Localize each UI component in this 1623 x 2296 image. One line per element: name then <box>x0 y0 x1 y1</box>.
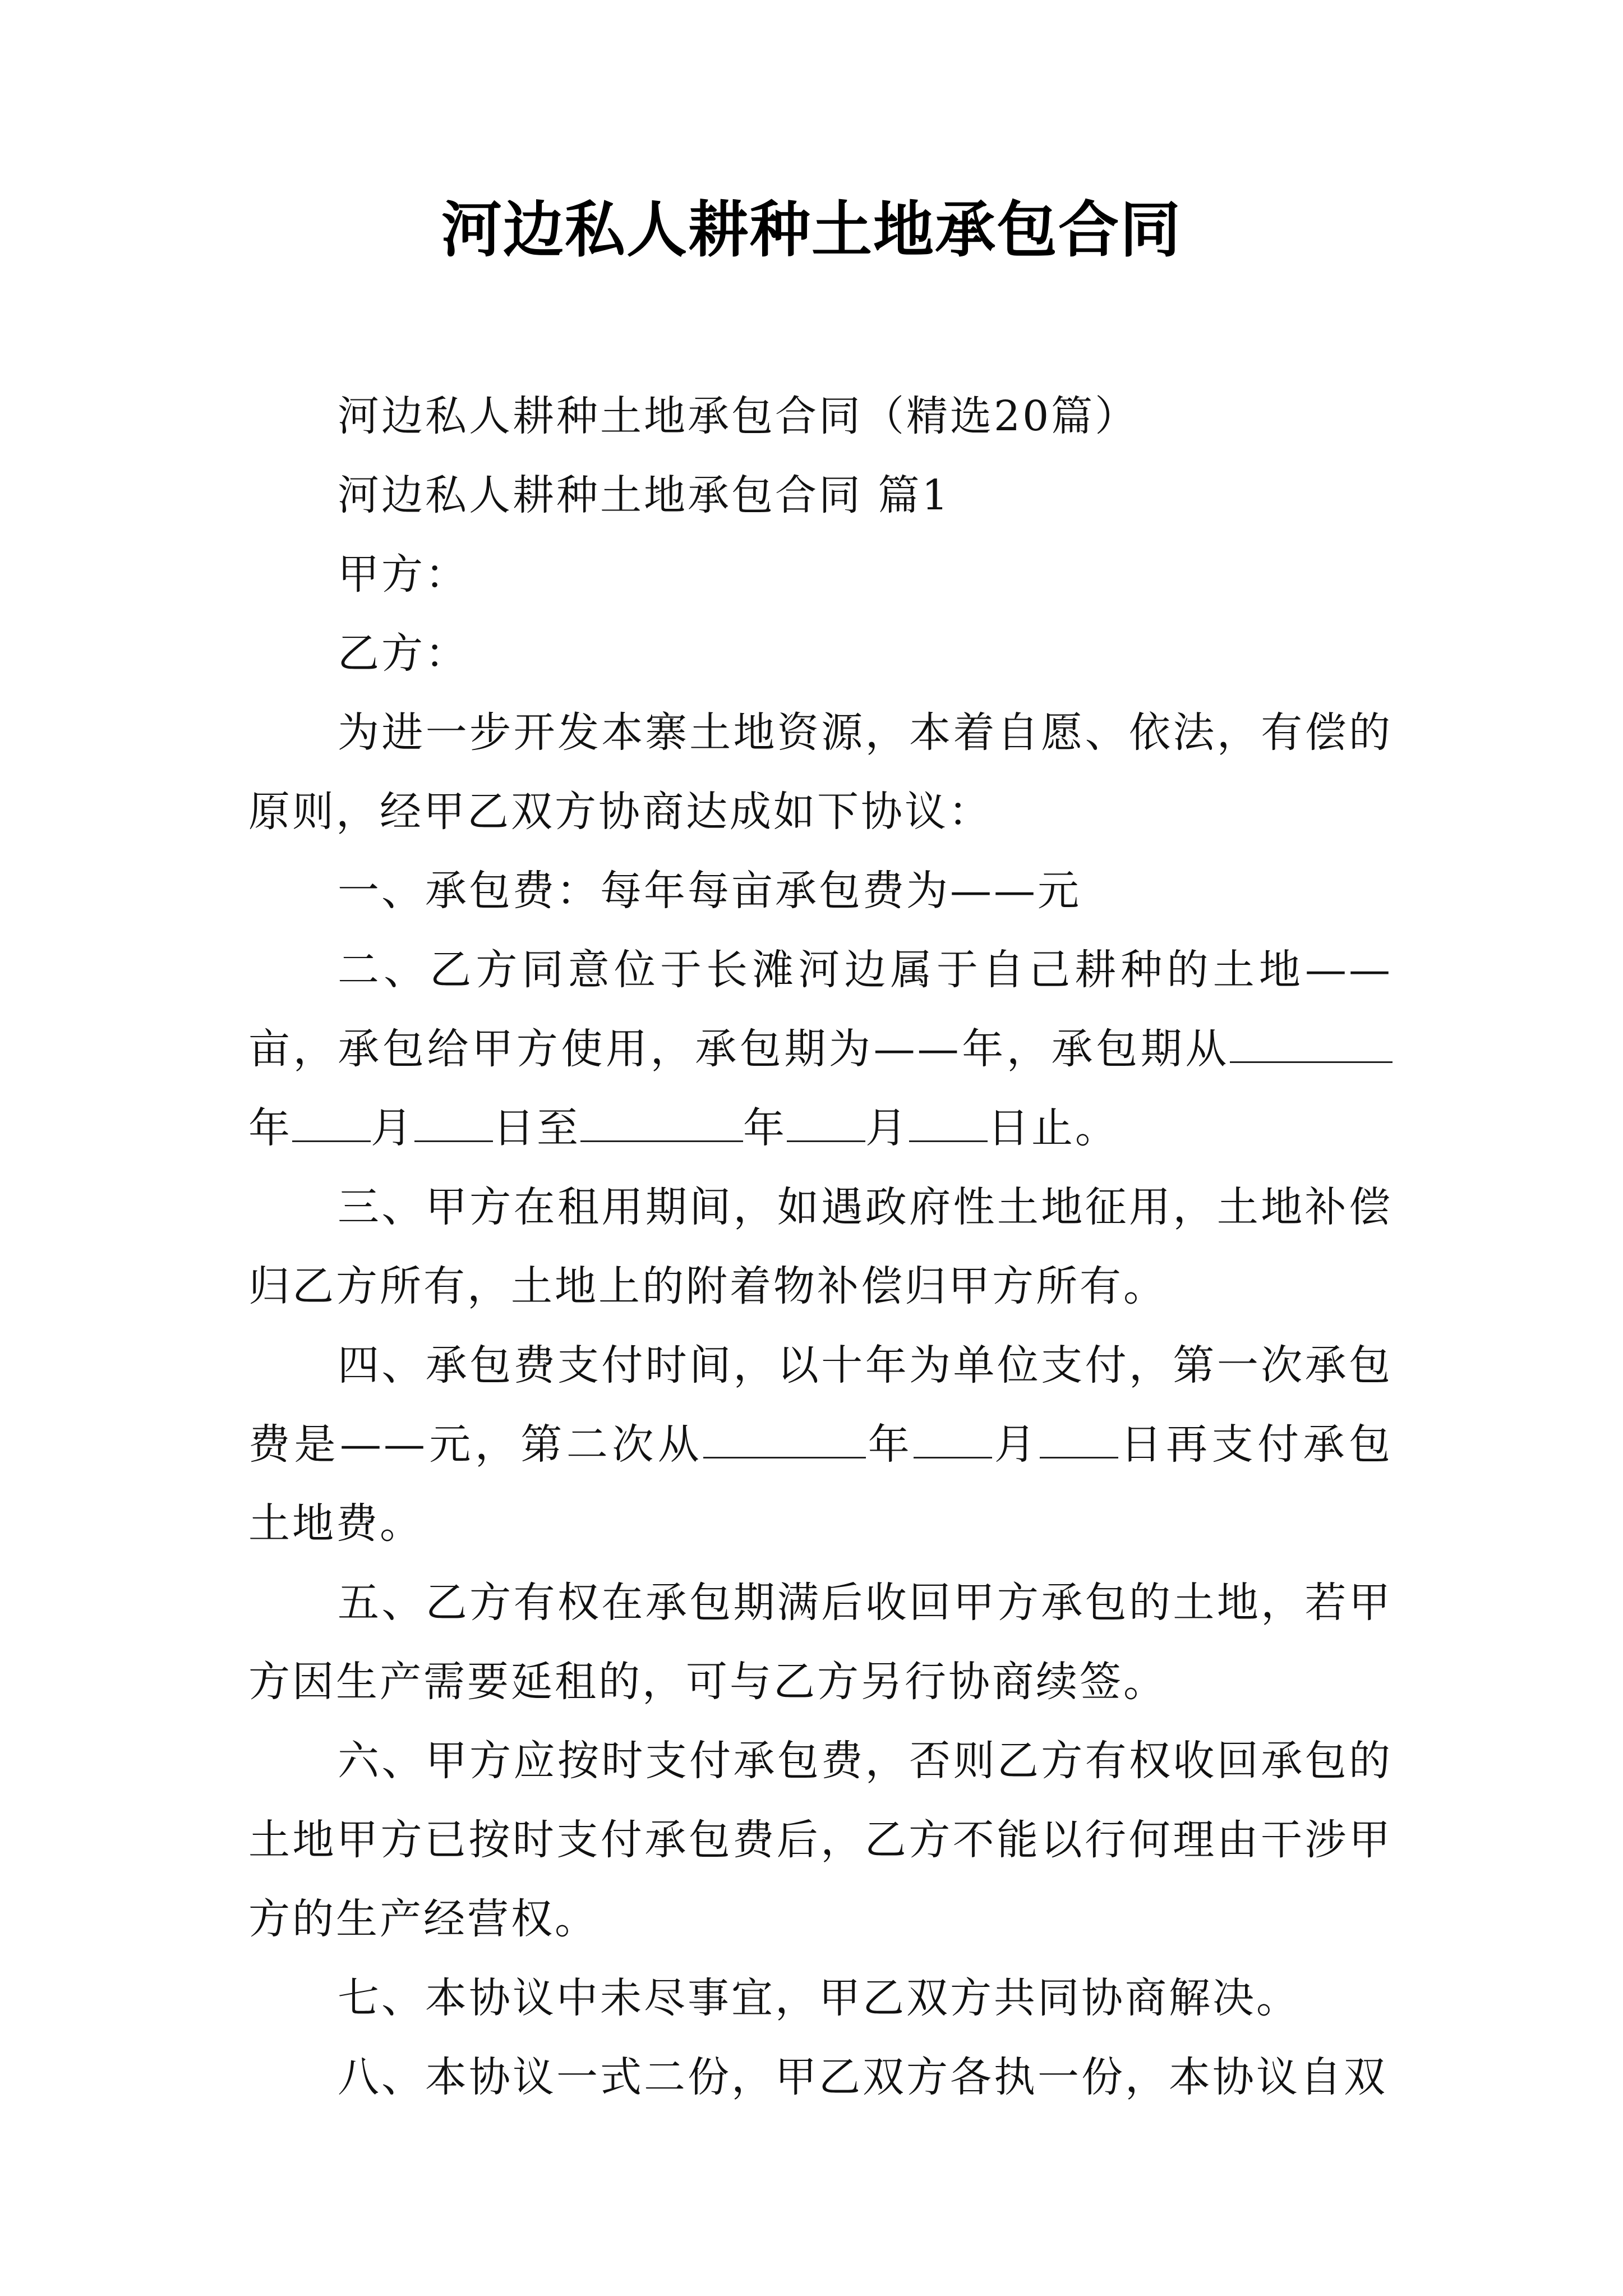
clause-2-text: 月 <box>371 1104 414 1152</box>
blank-line <box>414 1103 493 1142</box>
intro-paragraph: 为进一步开发本寨土地资源，本着自愿、依法，有偿的原则，经甲乙双方协商达成如下协议： <box>248 708 1393 836</box>
blank-line <box>292 1103 371 1142</box>
clause-8: 八、本协议一式二份，甲乙双方各执一份，本协议自双 <box>338 2053 1387 2101</box>
party-b-label: 乙方： <box>338 629 469 678</box>
section-heading: 河边私人耕种土地承包合同 篇1 <box>338 471 951 519</box>
clause-4 <box>248 1326 1393 1563</box>
document-title: 河边私人耕种土地承包合同 <box>441 195 1182 265</box>
blank-line <box>703 1419 866 1458</box>
clause-2-text: 日止。 <box>988 1104 1119 1152</box>
clause-2-text: 日至 <box>493 1104 580 1152</box>
clause-6: 六、甲方应按时支付承包费，否则乙方有权收回承包的土地甲方已按时支付承包费后，乙方不能以行何理由干涉甲方的生产经营权。 <box>248 1737 1393 1943</box>
blank-line <box>1040 1419 1118 1458</box>
blank-line <box>787 1103 865 1142</box>
blank-line <box>914 1419 992 1458</box>
clause-4-text: 四、承包费支付时间，以十年为单位支付，第一次承包费是——元，第二次从 <box>248 1341 1393 1469</box>
clause-2 <box>248 931 1393 1168</box>
clause-2-text: 二、乙方同意位于长滩河边属于自己耕种的土地——亩，承包给甲方使用，承包期为——年，承包期从 <box>248 946 1393 1073</box>
clause-7: 七、本协议中未尽事宜，甲乙双方共同协商解决。 <box>338 1974 1300 2022</box>
clause-2-text: 年 <box>248 1104 292 1152</box>
clause-1: 一、承包费：每年每亩承包费为——元 <box>338 867 1081 915</box>
document-body <box>248 377 1393 2117</box>
clause-2-text: 月 <box>865 1104 909 1152</box>
blank-line <box>1230 1024 1393 1063</box>
party-a-label: 甲方： <box>338 550 469 599</box>
clause-5: 五、乙方有权在承包期满后收回甲方承包的土地，若甲方因生产需要延租的，可与乙方另行协商续签。 <box>248 1579 1393 1706</box>
clause-2-text: 年 <box>743 1104 787 1152</box>
blank-line <box>909 1103 988 1142</box>
clause-4-text: 月 <box>992 1420 1040 1469</box>
clause-4-text: 年 <box>866 1420 914 1469</box>
clause-4-text: 日再支付承包土地费。 <box>248 1420 1393 1548</box>
clause-3: 三、甲方在租用期间，如遇政府性土地征用，土地补偿归乙方所有，土地上的附着物补偿归甲方所有。 <box>248 1183 1393 1310</box>
subtitle: 河边私人耕种土地承包合同（精选20篇） <box>338 392 1139 440</box>
blank-line <box>580 1103 743 1142</box>
